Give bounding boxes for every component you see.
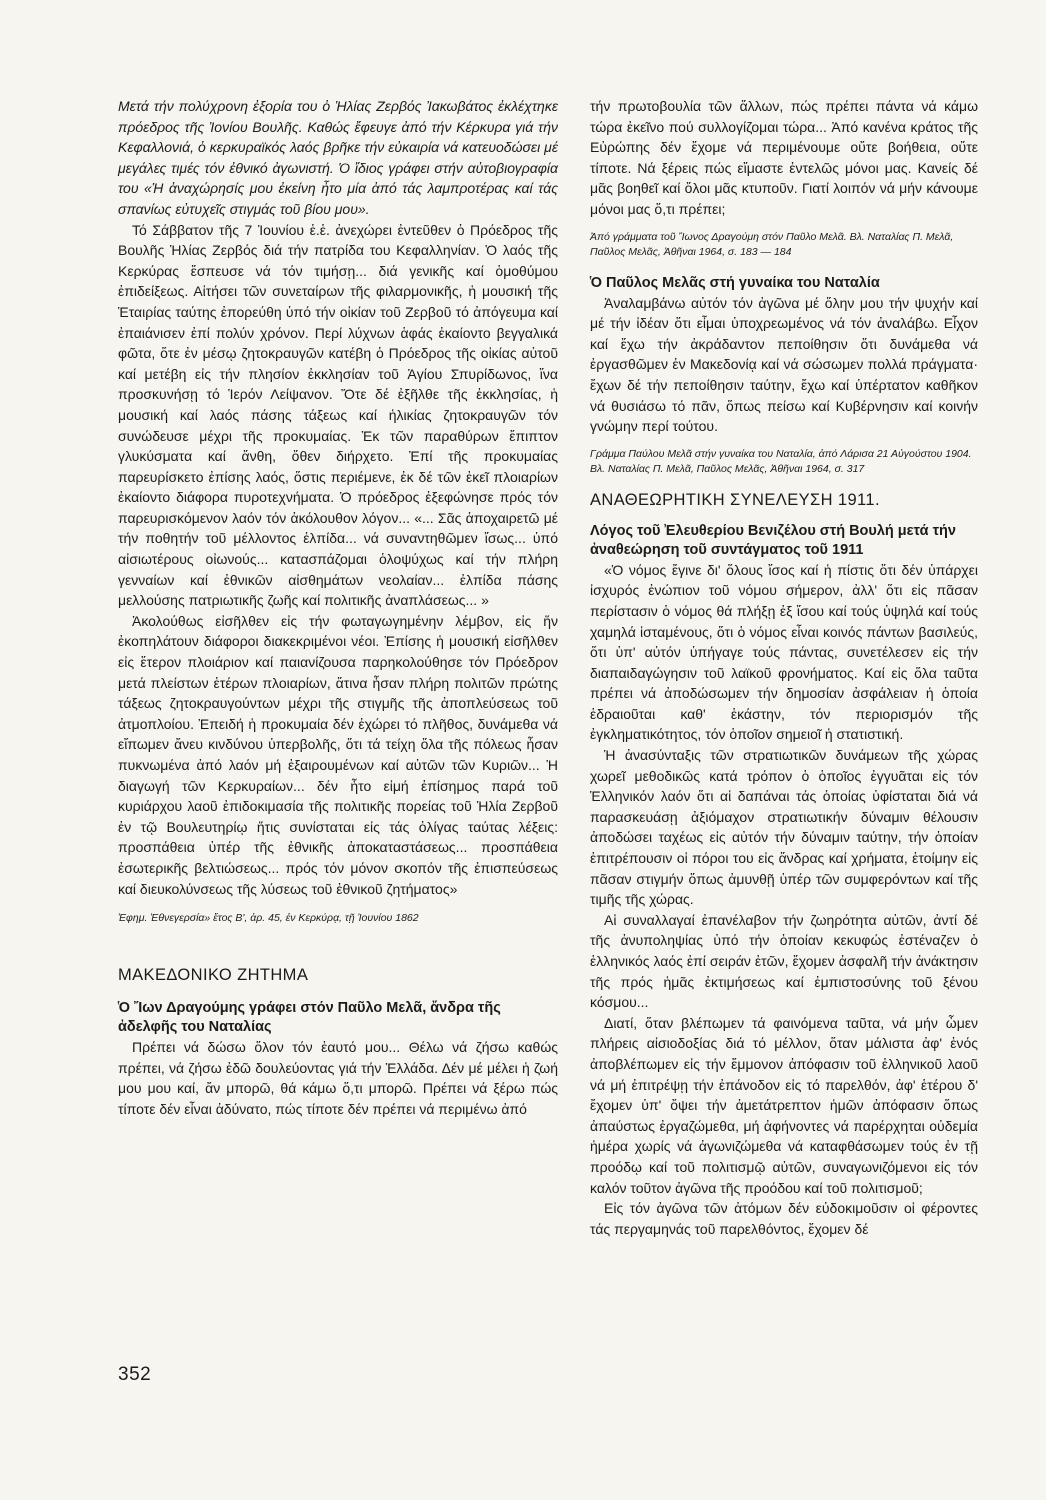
zervos-intro: Μετά τήν πολύχρονη ἐξορία του ὁ Ἡλίας Ζερβός Ἰακωβάτος ἐκλέχτηκε πρόεδρος τῆς Ἰονίου Βουλῆς. Καθώς ἔφευγε ἀπό τήν Κέρκυρα γιά τήν Κεφαλλονιά, ὁ κερκυραϊκός λαός βρῆκε τήν εὐκαιρία νά κατευοδώσει μέ μεγάλες τιμές τόν ἐθνικό ἀγωνιστή. Ὁ ἴδιος γράφει στήν αὐτοβιογραφία του «Ἡ ἀναχώρησίς μου ἐκείνη ἦτο μία ἀπό τάς λαμπροτέρας καί τάς σπανίως εὐτυχεῖς στιγμάς τοῦ βίου μου». [118, 98, 558, 217]
left-column [118, 96, 558, 1120]
ethnegersia-source: Ἐφημ. Ἐθνεγερσία» ἔτος Β', ἀρ. 45, ἐν Κερκύρᾳ, τῇ Ἰουνίου 1862 [118, 912, 419, 925]
venizelos-speech-p1: «Ὁ νόμος ἔγινε δι' ὅλους ἴσος καί ἡ πίστις ὅτι δέν ὑπάρχει ἰσχυρός ἐνώπιον τοῦ νόμου σήμερον, ἀλλ' ὅτι εἰς πᾶσαν περίστασιν ὁ νόμος θά πλήξῃ ἐξ ἴσου καί τούς ὑψηλά καί τούς χαμηλά ἱσταμένους, ὅτι ὁ νόμος εἶναι κοινός πάντων βασιλεύς, ὅτι ὑπ' αὐτόν ὑπήγαγε τούς πάντας, συνετέλεσεν εἰς τήν διαπαιδαγώγησιν τοῦ λαϊκοῦ φρονήματος. Καί εἰς ὅλα ταῦτα πρέπει νά ἀποδώσωμεν τήν δημοσίαν ἀσφάλειαν ἡ ὁποία ἑδραιοῦται καθ' ἑκάστην, τόν περιορισμόν τῆς ἐγκληματικότητος, τόν ὁποῖον σημειοῖ ἡ στατιστική. [590, 561, 978, 743]
dragoumis-source: Ἀπό γράμματα τοῦ Ἴωνος Δραγούμη στόν Παῦλο Μελᾶ. Βλ. Ναταλίας Π. Μελᾶ, Παῦλος Μελᾶς, Ἀθῆναι 1964, σ. 183 — 184 [590, 230, 954, 258]
dragoumis-letter-heading: Ὁ Ἴων Δραγούμης γράφει στόν Παῦλο Μελᾶ, ἄνδρα τῆς ἀδελφῆς του Ναταλίας [118, 1000, 501, 1036]
dragoumis-letter-continued: τήν πρωτοβουλία τῶν ἄλλων, πώς πρέπει πάντα νά κάμω τώρα ἐκεῖνο πού συλλογίζομαι τώρα... Ἀπό κανένα κράτος τῆς Εὐρώπης δέν ἔχομε νά περιμένουμε οὔτε βοήθεια, οὔτε τίποτε. Νά ξέρεις πώς εἴμαστε ἐντελῶς μόνοι μας. Κανείς δέ μᾶς βοηθεῖ καί ὅλοι μᾶς κτυποῦν. Γιατί λοιπόν νά μήν κάνουμε μόνοι μας ὅ,τι πρέπει; [590, 98, 978, 217]
venizelos-speech-p4: Διατί, ὅταν βλέπωμεν τά φαινόμενα ταῦτα, νά μήν ὦμεν πλήρεις αἰσιοδοξίας διά τό μέλλον, ὅταν μάλιστα ἀφ' ἑνός ἀποβλέπωμεν εἰς τήν ἔμμονον ἀπόφασιν τοῦ ἑλληνικοῦ λαοῦ νά μή ἐπιτρέψῃ τήν ἐπάνοδον εἰς τό παρελθόν, ἀφ' ἑτέρου δ' ἔχομεν ὑπ' ὄψει τήν ἀμετάτρεπτον ἡμῶν ἀπόφασιν ὅπως ἀπαύστως ἐργαζώμεθα, μή ἀφήνοντες νά παρέρχηται οὐδεμία ἡμέρα χωρίς νά ἀγωνιζώμεθα νά καταφθάσωμεν τούς ἐν τῇ προόδῳ καί τοῦ πολιτισμῷ αὐτῶν, συναγωνιζόμενοι εἰς τόν καλόν τοῦτον ἀγῶνα τῆς προόδου καί τοῦ πολιτισμοῦ; [590, 1014, 978, 1196]
page-number: 352 [118, 1364, 152, 1385]
venizelos-speech-heading: Λόγος τοῦ Ἐλευθερίου Βενιζέλου στή Βουλή μετά τήν ἀναθεώρηση τοῦ συντάγματος τοῦ 1911 [590, 522, 956, 558]
venizelos-speech-p3: Αἱ συναλλαγαί ἐπανέλαβον τήν ζωηρότητα αὐτῶν, ἀντί δέ τῆς ἀνυποληψίας ὑπό τήν ὁποίαν κεκυφώς ἐστέναζεν ὁ ἑλληνικός λαός ἐπί σειράν ἐτῶν, ἔχομεν ἀσφαλῆ τήν ἀνάκτησιν τῆς πρός ἡμᾶς ἐκτιμήσεως καί ἐμπιστοσύνης τοῦ ξένου κόσμου... [590, 911, 978, 1011]
venizelos-speech-p5: Εἰς τόν ἀγῶνα τῶν ἀτόμων δέν εὐδοκιμοῦσιν οἱ φέροντες τάς περγαμηνάς τοῦ παρελθόντος, ἔχομεν δέ [590, 1200, 978, 1237]
venizelos-speech-p2: Ἡ ἀνασύνταξις τῶν στρατιωτικῶν δυνάμεων τῆς χώρας χωρεῖ μεθοδικῶς κατά τρόπον ὁ ὁποῖος ἐγγυᾶται εἰς τόν Ἑλληνικόν λαόν ὅτι αἱ δαπάναι τάς ὁποίας ὑφίσταται διά νά παρασκευάσῃ ἀξιόμαχον στρατιωτικήν δύναμιν θέλουσιν ἀποδώσει ταχέως εἰς αὐτόν τήν δύναμιν ταύτην, τήν ὁποίαν ἐπιτρέπουσιν οἱ πόροι του εἰς ἄνδρας καί χρήματα, ἑτοίμην εἰς πᾶσαν στιγμήν ὅπως ἀμυνθῇ ὑπέρ τῶν συμφερόντων καί τῆς τιμῆς τῆς χώρας. [590, 747, 978, 908]
melas-letter-heading: Ὁ Παῦλος Μελᾶς στή γυναίκα του Ναταλία [590, 274, 880, 291]
dragoumis-letter-text: Πρέπει νά δώσω ὅλον τόν ἑαυτό μου... Θέλω νά ζήσω καθώς πρέπει, νά ζήσω ἐδῶ δουλεύοντας γιά τήν Ἑλλάδα. Δέν μέ μέλει ἡ ζωή μου μου καί, ἄν μπορῶ, θά κάμω ὅ,τι μπορῶ. Πρέπει νά ξέρω πώς τίποτε δέν εἶναι ἀδύνατο, πώς τίποτε δέν πρέπει νά περιμένω ἀπό [118, 1039, 558, 1117]
revision-assembly-title: ΑΝΑΘΕΩΡΗΤΙΚΗ ΣΥΝΕΛΕΥΣΗ 1911. [590, 490, 880, 509]
zervos-boat-text: Ἀκολούθως εἰσῆλθεν εἰς τήν φωταγωγημένην λέμβον, εἰς ἥν ἐκοπηλάτουν διάφοροι διακεκριμένοι νέοι. Ἐπίσης ἡ μουσική εἰσῆλθεν εἰς ἕτερον πλοιάριον καί παιανίζουσα παρηκολούθησε τόν Πρόεδρον μετά πλείστων ἑτέρων πλοιαρίων, ἅτινα ἦσαν πλήρη πολιτῶν πρώτης τάξεως ζητοκραυγούντων μέχρι τῆς στιγμῆς τῆς ἀποπλεύσεως τοῦ ἀτμοπλοίου. Ἐπειδή ἡ προκυμαία δέν ἐχώρει τό πλῆθος, δυνάμεθα νά εἴπωμεν ἄνευ κινδύνου ὑπερβολῆς, ὅτι τά τείχη ὅλα τῆς πόλεως ἦσαν πυκνωμένα ἀπό λαόν μή ἐξαιρουμένων καί αὐτῶν τῶν Κυριῶν... Ἡ διαγωγή τῶν Κερκυραίων... δέν ἦτο εἰμή ἐπίσημος παρά τοῦ κυριάρχου λαοῦ ἐπιδοκιμασία τῆς πολιτικῆς πορείας τοῦ Ἡλία Ζερβοῦ ἐν τῷ Βουλευτηρίῳ ἥτις συνίσταται εἰς τάς ὀλίγας ταύτας λέξεις: προσπάθεια ὑπέρ τῆς ἐθνικῆς ἀποκαταστάσεως... προσπάθεια ἐσωτερικῆς βελτιώσεως... πρός τόν μόνον σκοπόν τῆς ἐπισπεύσεως καί διευκολύνσεως τῆς λύσεως τοῦ ἐθνικοῦ ζητήματος» [118, 612, 558, 897]
macedonian-question-title: ΜΑΚΕΔΟΝΙΚΟ ΖΗΤΗΜΑ [118, 966, 309, 985]
zervos-departure-text: Τό Σάββατον τῆς 7 Ἰουνίου ἑ.ἑ. ἀνεχώρει ἐντεῦθεν ὁ Πρόεδρος τῆς Βουλῆς Ἡλίας Ζερβός διά τήν πατρίδα του Κεφαλληνίαν. Ὁ λαός τῆς Κερκύρας ἔσπευσε νά τόν τιμήσῃ... διά γενικῆς καί ὁμοθύμου ἐπιδείξεως. Αἰτήσει τῶν συνεταίρων τῆς φιλαρμονικῆς, ἡ μουσική τῆς Ἑταιρίας ταύτης ἐπορεύθη ὑπό τήν οἰκίαν τοῦ Ζερβοῦ τό ἀπόγευμα καί ἐπαιάνισεν ἐπί πολύν χρόνον. Περί λύχνων ἁφάς ἐκαίοντο βεγγαλικά φῶτα, ὅτε ἐν μέσῳ ζητοκραυγῶν κατέβη ὁ Πρόεδρος τῆς οἰκίας αὐτοῦ καί μετέβη εἰς τήν πλησίον ἐκκλησίαν τοῦ Ἁγίου Σπυρίδωνος, ἵνα προσκυνήσῃ τό Ἱερόν Λείψανον. Ὅτε δέ ἐξῆλθε τῆς ἐκκλησίας, ἡ μουσική καί λαός πάσης τάξεως καί ἡλικίας ζητοκραυγῶν τόν συνώδευσε μέχρι τῆς προκυμαίας. Ἐκ τῶν παραθύρων ἔπιπτον γλυκύσματα καί ἄνθη, ὅθεν διήρχετο. Ἐπί τῆς προκυμαίας παρευρίσκετο ἐπίσης λαός, ὅστις περιέμενε, ἐκ δέ τῶν ἐκεῖ πλοιαρίων ἐκαίοντο διάφορα πυροτεχνήματα. Ὁ πρόεδρος ἐξεφώνησε πρός τόν παρευρισκόμενον λαόν τόν ἀκόλουθον λόγον... «... Σᾶς ἀποχαιρετῶ μέ τήν ποθητήν τοῦ μέλλοντος ἐλπίδα... νά συναντηθῶμεν ἴσως... ὑπό αἰσιωτέρους οἰωνούς... κατασπάζομαι ὁλοψύχως καί τήν πλήρη γενναίων καί ἐθνικῶν αἰσθημάτων νεολαίαν... ἐλπίδα πάσης μελλούσης πατριωτικῆς ζωῆς καί πολιτικῆς ἀναπλάσεως... » [118, 221, 558, 609]
right-column [590, 96, 978, 1239]
melas-source: Γράμμα Παύλου Μελᾶ στήν γυναίκα του Ναταλία, ἀπό Λάρισα 21 Αὐγούστου 1904. Βλ. Ναταλίας Π. Μελᾶ, Παῦλος Μελᾶς, Ἀθῆναι 1964, σ. 317 [590, 447, 972, 475]
melas-letter-text: Ἀναλαμβάνω αὐτόν τόν ἀγῶνα μέ ὅλην μου τήν ψυχήν καί μέ τήν ἰδέαν ὅτι εἶμαι ὑποχρεωμένος νά τόν ἀναλάβω. Εἶχον καί ἔχω τήν ἀκράδαντον πεποίθησιν ὅτι δυνάμεθα νά ἐργασθῶμεν ἐν Μακεδονίᾳ καί νά σώσωμεν πολλά πράγματα· ἔχων δέ τήν πεποίθησιν ταύτην, ἔχω καί ὑπέρτατον καθῆκον νά θυσιάσω τό πᾶν, ὅπως πείσω καί Κυβέρνησιν καί κοινήν γνώμην περί τούτου. [590, 294, 978, 435]
